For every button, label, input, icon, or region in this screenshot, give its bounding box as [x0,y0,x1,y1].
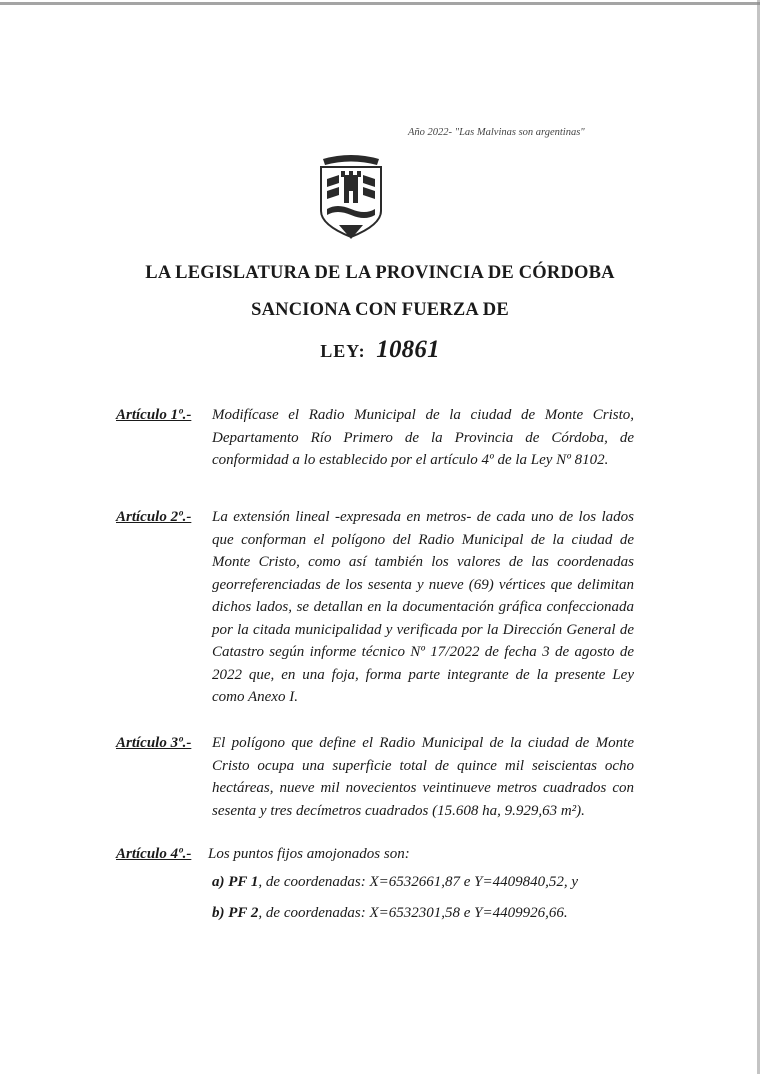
point-letter: b) [212,905,225,921]
point-name: PF 1 [228,874,259,890]
year-motto: Año 2022- "Las Malvinas son argentinas" [408,127,585,138]
point-coordinates: , de coordenadas: X=6532661,87 e Y=4409840,52, y [258,874,579,890]
article-2 [116,506,634,709]
article-3 [116,732,634,822]
fixed-point-item [212,905,568,922]
fixed-point-item [212,874,578,891]
article-label: Artículo 3º.- [116,735,192,751]
article-4 [116,843,634,866]
legislature-heading: LA LEGISLATURA DE LA PROVINCIA DE CÓRDOBA [145,263,615,283]
law-title [0,336,760,364]
article-label: Artículo 4º.- [116,846,192,862]
article-1 [116,404,634,472]
article-text: El polígono que define el Radio Municipal de la ciudad de Monte Cristo ocupa una superficie total de quince mil seiscientas ocho hectáreas, nueve mil novecientos veintinueve metros cuadrados con sesenta y tres decímetros cuadrados (15.608 ha, 9.929,63 m²). [212,735,634,819]
point-name: PF 2 [228,905,259,921]
point-letter: a) [212,874,225,890]
law-number: 10861 [376,336,440,363]
point-coordinates: , de coordenadas: X=6532301,58 e Y=4409926,66. [258,905,568,921]
article-label: Artículo 1º.- [116,407,192,423]
article-label: Artículo 2º.- [116,509,192,525]
scan-edge-top [0,2,760,5]
law-label: LEY: [320,341,366,361]
article-text: Modifícase el Radio Municipal de la ciudad de Monte Cristo, Departamento Río Primero de la Provincia de Córdoba, de conformidad a lo establecido por el artículo 4º de la Ley Nº 8102. [212,407,634,468]
sanction-heading: SANCIONA CON FUERZA DE [251,300,509,320]
article-text: Los puntos fijos amojonados son: [208,846,410,862]
provincial-seal-icon [313,153,389,243]
article-text: La extensión lineal -expresada en metros- de cada uno de los lados que conforman el polígono del Radio Municipal de la ciudad de Monte Cristo, como así también los valores de las coordenadas georreferenciadas de los sesenta y nueve (69) vértices que delimitan dichos lados, se detallan en la documentación gráfica confeccionada por la citada municipalidad y verificada por la Dirección General de Catastro según informe técnico Nº 17/2022 de fecha 3 de agosto de 2022 que, en una foja, forma parte integrante de la presente Ley como Anexo I. [212,509,634,705]
